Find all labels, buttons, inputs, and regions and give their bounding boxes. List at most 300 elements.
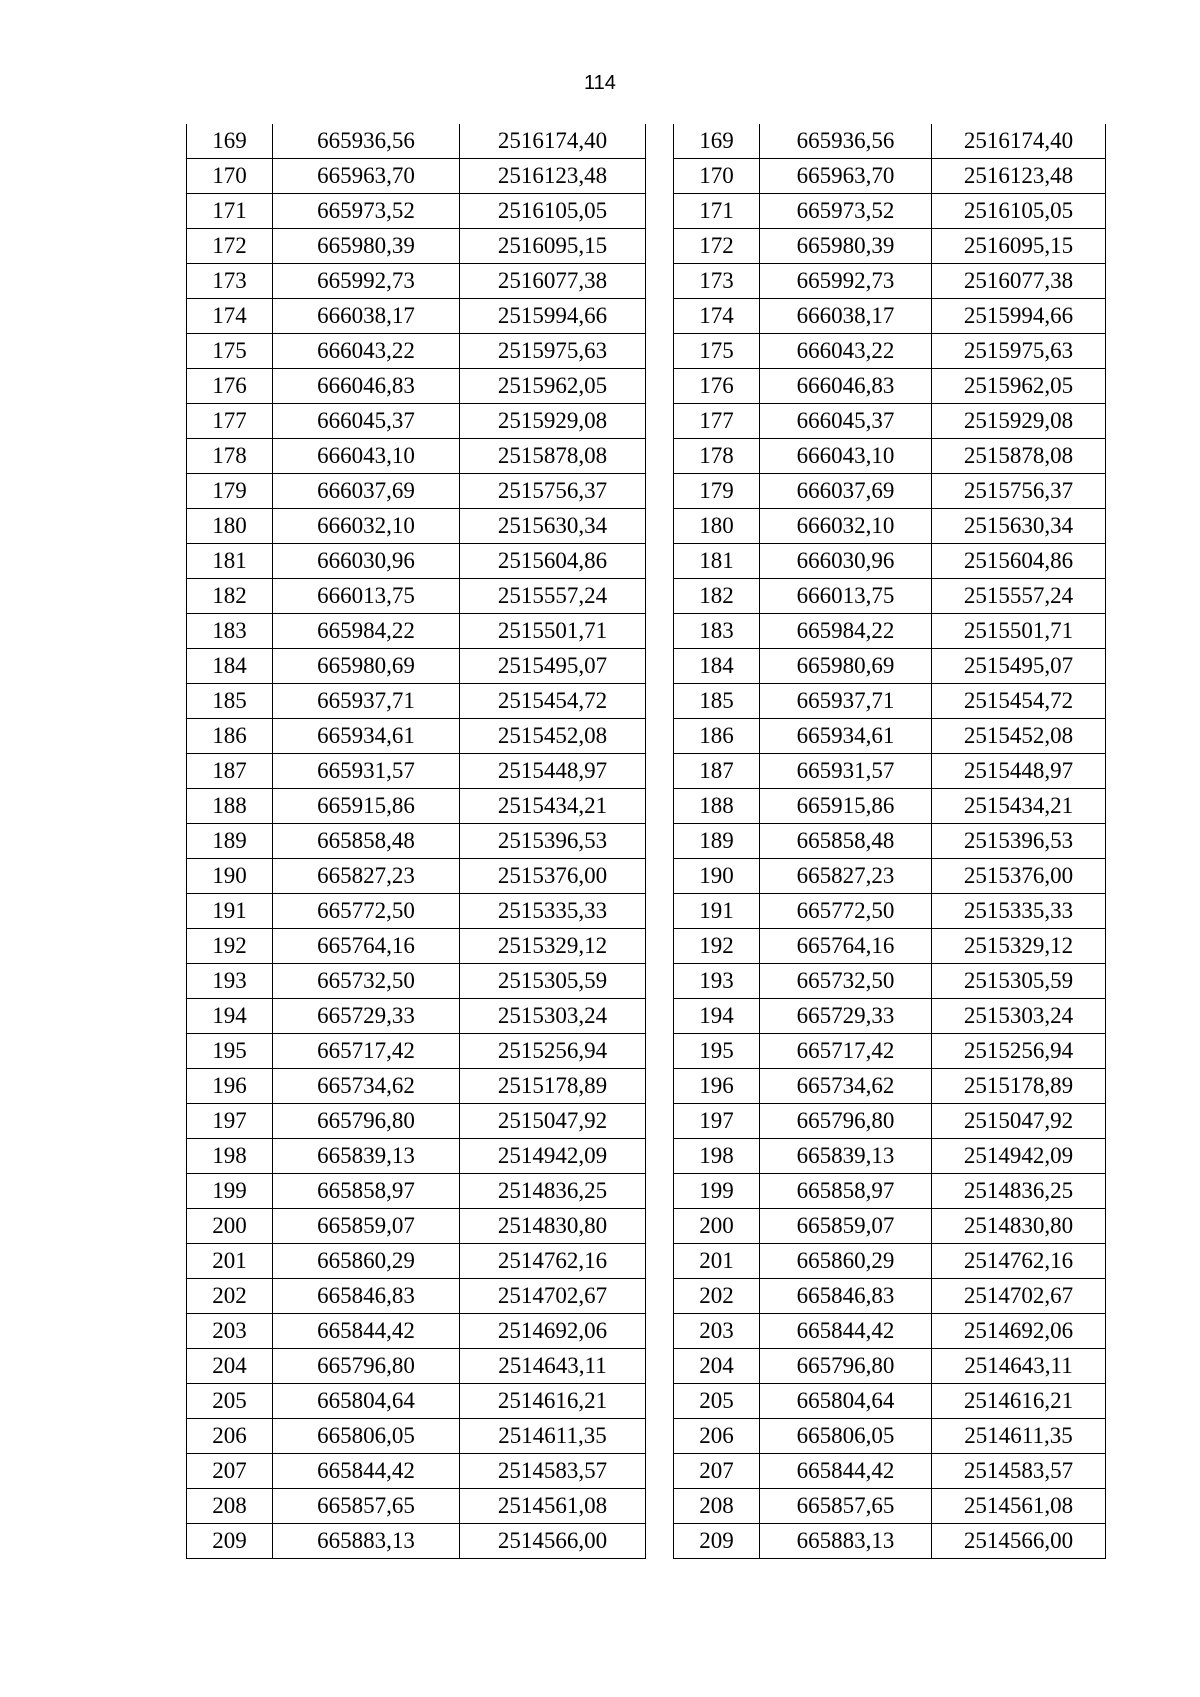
point-number-cell: 199 (187, 1174, 273, 1209)
table-row (187, 1139, 646, 1174)
y-coordinate-cell: 2515994,66 (460, 299, 646, 334)
point-number-cell: 188 (674, 789, 760, 824)
y-coordinate-cell: 2515962,05 (460, 369, 646, 404)
y-coordinate-cell: 2514702,67 (460, 1279, 646, 1314)
y-coordinate-cell: 2515448,97 (932, 754, 1106, 789)
y-coordinate-cell: 2514611,35 (460, 1419, 646, 1454)
page-number: 114 (584, 72, 616, 94)
point-number-cell: 170 (187, 159, 273, 194)
point-number-cell: 206 (187, 1419, 273, 1454)
y-coordinate-cell: 2515495,07 (460, 649, 646, 684)
y-coordinate-cell: 2514643,11 (932, 1349, 1106, 1384)
y-coordinate-cell: 2515396,53 (932, 824, 1106, 859)
table-row (674, 1314, 1106, 1349)
x-coordinate-cell: 666032,10 (273, 509, 460, 544)
y-coordinate-cell: 2515452,08 (932, 719, 1106, 754)
point-number-cell: 195 (674, 1034, 760, 1069)
point-number-cell: 182 (187, 579, 273, 614)
y-coordinate-cell: 2516095,15 (460, 229, 646, 264)
y-coordinate-cell: 2514566,00 (460, 1524, 646, 1559)
x-coordinate-cell: 665734,62 (760, 1069, 932, 1104)
table-row (674, 439, 1106, 474)
point-number-cell: 180 (674, 509, 760, 544)
table-row (674, 719, 1106, 754)
point-number-cell: 202 (674, 1279, 760, 1314)
x-coordinate-cell: 665839,13 (273, 1139, 460, 1174)
point-number-cell: 178 (674, 439, 760, 474)
table-row (187, 299, 646, 334)
point-number-cell: 185 (674, 684, 760, 719)
x-coordinate-cell: 665858,48 (760, 824, 932, 859)
x-coordinate-cell: 665844,42 (273, 1314, 460, 1349)
x-coordinate-cell: 665936,56 (273, 124, 460, 159)
table-row (674, 159, 1106, 194)
x-coordinate-cell: 666043,22 (760, 334, 932, 369)
table-row (187, 1034, 646, 1069)
point-number-cell: 171 (674, 194, 760, 229)
table-row (187, 1349, 646, 1384)
point-number-cell: 173 (674, 264, 760, 299)
coordinates-table-left (186, 124, 646, 1559)
point-number-cell: 204 (187, 1349, 273, 1384)
y-coordinate-cell: 2515454,72 (460, 684, 646, 719)
table-row (674, 964, 1106, 999)
y-coordinate-cell: 2516105,05 (932, 194, 1106, 229)
table-row (187, 509, 646, 544)
table-row (187, 1244, 646, 1279)
table-row (674, 614, 1106, 649)
y-coordinate-cell: 2515501,71 (932, 614, 1106, 649)
point-number-cell: 177 (187, 404, 273, 439)
x-coordinate-cell: 665806,05 (760, 1419, 932, 1454)
point-number-cell: 176 (674, 369, 760, 404)
y-coordinate-cell: 2514836,25 (460, 1174, 646, 1209)
y-coordinate-cell: 2515376,00 (460, 859, 646, 894)
point-number-cell: 189 (187, 824, 273, 859)
point-number-cell: 178 (187, 439, 273, 474)
x-coordinate-cell: 665984,22 (760, 614, 932, 649)
point-number-cell: 181 (187, 544, 273, 579)
x-coordinate-cell: 665857,65 (760, 1489, 932, 1524)
point-number-cell: 197 (187, 1104, 273, 1139)
table-row (674, 1104, 1106, 1139)
table-row (674, 1524, 1106, 1559)
table-row (674, 124, 1106, 159)
point-number-cell: 184 (674, 649, 760, 684)
x-coordinate-cell: 665734,62 (273, 1069, 460, 1104)
y-coordinate-cell: 2515256,94 (460, 1034, 646, 1069)
x-coordinate-cell: 665973,52 (273, 194, 460, 229)
point-number-cell: 183 (674, 614, 760, 649)
table-row (674, 1419, 1106, 1454)
y-coordinate-cell: 2516077,38 (460, 264, 646, 299)
table-row (187, 1174, 646, 1209)
x-coordinate-cell: 665796,80 (273, 1349, 460, 1384)
y-coordinate-cell: 2515434,21 (460, 789, 646, 824)
table-row (187, 404, 646, 439)
table-row (187, 789, 646, 824)
table-row (674, 1279, 1106, 1314)
y-coordinate-cell: 2515630,34 (460, 509, 646, 544)
point-number-cell: 205 (187, 1384, 273, 1419)
y-coordinate-cell: 2515878,08 (460, 439, 646, 474)
table-row (187, 334, 646, 369)
table-row (187, 579, 646, 614)
x-coordinate-cell: 665717,42 (273, 1034, 460, 1069)
point-number-cell: 189 (674, 824, 760, 859)
y-coordinate-cell: 2514583,57 (460, 1454, 646, 1489)
point-number-cell: 198 (187, 1139, 273, 1174)
x-coordinate-cell: 665915,86 (273, 789, 460, 824)
point-number-cell: 198 (674, 1139, 760, 1174)
x-coordinate-cell: 665992,73 (760, 264, 932, 299)
x-coordinate-cell: 666037,69 (273, 474, 460, 509)
y-coordinate-cell: 2516123,48 (932, 159, 1106, 194)
point-number-cell: 200 (674, 1209, 760, 1244)
y-coordinate-cell: 2515501,71 (460, 614, 646, 649)
y-coordinate-cell: 2515756,37 (932, 474, 1106, 509)
y-coordinate-cell: 2514942,09 (460, 1139, 646, 1174)
x-coordinate-cell: 665858,48 (273, 824, 460, 859)
x-coordinate-cell: 665859,07 (273, 1209, 460, 1244)
point-number-cell: 174 (187, 299, 273, 334)
point-number-cell: 196 (187, 1069, 273, 1104)
table-row (187, 159, 646, 194)
point-number-cell: 190 (187, 859, 273, 894)
table-row (674, 264, 1106, 299)
x-coordinate-cell: 665804,64 (273, 1384, 460, 1419)
point-number-cell: 174 (674, 299, 760, 334)
table-row (674, 1454, 1106, 1489)
x-coordinate-cell: 665772,50 (760, 894, 932, 929)
point-number-cell: 209 (187, 1524, 273, 1559)
table-row (187, 684, 646, 719)
y-coordinate-cell: 2514643,11 (460, 1349, 646, 1384)
point-number-cell: 173 (187, 264, 273, 299)
point-number-cell: 191 (674, 894, 760, 929)
y-coordinate-cell: 2515630,34 (932, 509, 1106, 544)
point-number-cell: 195 (187, 1034, 273, 1069)
point-number-cell: 194 (187, 999, 273, 1034)
table-row (187, 824, 646, 859)
x-coordinate-cell: 666046,83 (760, 369, 932, 404)
table-row (674, 824, 1106, 859)
coordinates-table-right (673, 124, 1106, 1559)
y-coordinate-cell: 2514830,80 (932, 1209, 1106, 1244)
table-row (674, 1384, 1106, 1419)
x-coordinate-cell: 665860,29 (273, 1244, 460, 1279)
point-number-cell: 208 (674, 1489, 760, 1524)
y-coordinate-cell: 2514561,08 (460, 1489, 646, 1524)
x-coordinate-cell: 666045,37 (273, 404, 460, 439)
point-number-cell: 188 (187, 789, 273, 824)
y-coordinate-cell: 2515975,63 (932, 334, 1106, 369)
y-coordinate-cell: 2514830,80 (460, 1209, 646, 1244)
point-number-cell: 187 (187, 754, 273, 789)
x-coordinate-cell: 665764,16 (760, 929, 932, 964)
y-coordinate-cell: 2514611,35 (932, 1419, 1106, 1454)
table-row (674, 299, 1106, 334)
table-row (187, 894, 646, 929)
table-row (674, 404, 1106, 439)
point-number-cell: 170 (674, 159, 760, 194)
x-coordinate-cell: 665846,83 (273, 1279, 460, 1314)
point-number-cell: 207 (187, 1454, 273, 1489)
y-coordinate-cell: 2514692,06 (460, 1314, 646, 1349)
y-coordinate-cell: 2515329,12 (932, 929, 1106, 964)
table-row (187, 544, 646, 579)
x-coordinate-cell: 665934,61 (273, 719, 460, 754)
x-coordinate-cell: 665764,16 (273, 929, 460, 964)
y-coordinate-cell: 2514566,00 (932, 1524, 1106, 1559)
point-number-cell: 201 (187, 1244, 273, 1279)
x-coordinate-cell: 665860,29 (760, 1244, 932, 1279)
x-coordinate-cell: 666043,22 (273, 334, 460, 369)
x-coordinate-cell: 665772,50 (273, 894, 460, 929)
table-row (674, 1349, 1106, 1384)
point-number-cell: 172 (187, 229, 273, 264)
point-number-cell: 183 (187, 614, 273, 649)
y-coordinate-cell: 2515396,53 (460, 824, 646, 859)
table-row (674, 1489, 1106, 1524)
point-number-cell: 202 (187, 1279, 273, 1314)
x-coordinate-cell: 665963,70 (273, 159, 460, 194)
table-row (674, 544, 1106, 579)
table-row (674, 649, 1106, 684)
y-coordinate-cell: 2514702,67 (932, 1279, 1106, 1314)
y-coordinate-cell: 2515303,24 (460, 999, 646, 1034)
x-coordinate-cell: 665859,07 (760, 1209, 932, 1244)
y-coordinate-cell: 2515604,86 (460, 544, 646, 579)
point-number-cell: 203 (187, 1314, 273, 1349)
table-row (187, 1524, 646, 1559)
x-coordinate-cell: 665980,69 (273, 649, 460, 684)
table-row (674, 999, 1106, 1034)
x-coordinate-cell: 666032,10 (760, 509, 932, 544)
x-coordinate-cell: 665915,86 (760, 789, 932, 824)
table-row (187, 1279, 646, 1314)
table-row (187, 264, 646, 299)
point-number-cell: 185 (187, 684, 273, 719)
x-coordinate-cell: 665931,57 (760, 754, 932, 789)
x-coordinate-cell: 665732,50 (273, 964, 460, 999)
x-coordinate-cell: 666046,83 (273, 369, 460, 404)
x-coordinate-cell: 665984,22 (273, 614, 460, 649)
x-coordinate-cell: 666037,69 (760, 474, 932, 509)
y-coordinate-cell: 2515495,07 (932, 649, 1106, 684)
table-row (187, 719, 646, 754)
table-row (674, 579, 1106, 614)
x-coordinate-cell: 665732,50 (760, 964, 932, 999)
y-coordinate-cell: 2514762,16 (460, 1244, 646, 1279)
point-number-cell: 208 (187, 1489, 273, 1524)
y-coordinate-cell: 2515557,24 (932, 579, 1106, 614)
table-row (187, 1454, 646, 1489)
x-coordinate-cell: 665973,52 (760, 194, 932, 229)
table-row (674, 754, 1106, 789)
table-row (674, 229, 1106, 264)
x-coordinate-cell: 665844,42 (760, 1314, 932, 1349)
x-coordinate-cell: 666038,17 (273, 299, 460, 334)
point-number-cell: 194 (674, 999, 760, 1034)
x-coordinate-cell: 665858,97 (760, 1174, 932, 1209)
point-number-cell: 209 (674, 1524, 760, 1559)
table-row (187, 124, 646, 159)
y-coordinate-cell: 2515962,05 (932, 369, 1106, 404)
x-coordinate-cell: 665858,97 (273, 1174, 460, 1209)
y-coordinate-cell: 2515434,21 (932, 789, 1106, 824)
y-coordinate-cell: 2516174,40 (932, 124, 1106, 159)
y-coordinate-cell: 2515452,08 (460, 719, 646, 754)
y-coordinate-cell: 2516123,48 (460, 159, 646, 194)
point-number-cell: 177 (674, 404, 760, 439)
point-number-cell: 205 (674, 1384, 760, 1419)
table-row (187, 859, 646, 894)
x-coordinate-cell: 665963,70 (760, 159, 932, 194)
table-row (187, 1209, 646, 1244)
point-number-cell: 186 (674, 719, 760, 754)
point-number-cell: 197 (674, 1104, 760, 1139)
y-coordinate-cell: 2516095,15 (932, 229, 1106, 264)
y-coordinate-cell: 2515335,33 (460, 894, 646, 929)
point-number-cell: 169 (674, 124, 760, 159)
y-coordinate-cell: 2515929,08 (460, 404, 646, 439)
x-coordinate-cell: 666013,75 (273, 579, 460, 614)
point-number-cell: 172 (674, 229, 760, 264)
y-coordinate-cell: 2514561,08 (932, 1489, 1106, 1524)
x-coordinate-cell: 665844,42 (760, 1454, 932, 1489)
table-row (187, 1384, 646, 1419)
x-coordinate-cell: 666030,96 (273, 544, 460, 579)
x-coordinate-cell: 666030,96 (760, 544, 932, 579)
point-number-cell: 207 (674, 1454, 760, 1489)
table-row (187, 964, 646, 999)
x-coordinate-cell: 665980,39 (273, 229, 460, 264)
table-row (674, 334, 1106, 369)
table-row (187, 1489, 646, 1524)
y-coordinate-cell: 2515376,00 (932, 859, 1106, 894)
point-number-cell: 190 (674, 859, 760, 894)
y-coordinate-cell: 2515305,59 (932, 964, 1106, 999)
x-coordinate-cell: 666043,10 (273, 439, 460, 474)
y-coordinate-cell: 2514836,25 (932, 1174, 1106, 1209)
point-number-cell: 169 (187, 124, 273, 159)
point-number-cell: 191 (187, 894, 273, 929)
x-coordinate-cell: 665857,65 (273, 1489, 460, 1524)
y-coordinate-cell: 2515178,89 (932, 1069, 1106, 1104)
y-coordinate-cell: 2515929,08 (932, 404, 1106, 439)
y-coordinate-cell: 2515994,66 (932, 299, 1106, 334)
table-row (674, 684, 1106, 719)
table-row (187, 1069, 646, 1104)
y-coordinate-cell: 2515256,94 (932, 1034, 1106, 1069)
table-row (187, 754, 646, 789)
y-coordinate-cell: 2514942,09 (932, 1139, 1106, 1174)
x-coordinate-cell: 665827,23 (273, 859, 460, 894)
x-coordinate-cell: 666043,10 (760, 439, 932, 474)
y-coordinate-cell: 2515329,12 (460, 929, 646, 964)
table-row (187, 369, 646, 404)
point-number-cell: 204 (674, 1349, 760, 1384)
x-coordinate-cell: 665980,69 (760, 649, 932, 684)
y-coordinate-cell: 2516077,38 (932, 264, 1106, 299)
y-coordinate-cell: 2515448,97 (460, 754, 646, 789)
table-row (674, 1244, 1106, 1279)
x-coordinate-cell: 665937,71 (273, 684, 460, 719)
y-coordinate-cell: 2515047,92 (460, 1104, 646, 1139)
x-coordinate-cell: 665992,73 (273, 264, 460, 299)
y-coordinate-cell: 2515604,86 (932, 544, 1106, 579)
y-coordinate-cell: 2515305,59 (460, 964, 646, 999)
y-coordinate-cell: 2514762,16 (932, 1244, 1106, 1279)
x-coordinate-cell: 665729,33 (273, 999, 460, 1034)
x-coordinate-cell: 665931,57 (273, 754, 460, 789)
x-coordinate-cell: 665796,80 (273, 1104, 460, 1139)
x-coordinate-cell: 665729,33 (760, 999, 932, 1034)
y-coordinate-cell: 2516105,05 (460, 194, 646, 229)
x-coordinate-cell: 665980,39 (760, 229, 932, 264)
y-coordinate-cell: 2515303,24 (932, 999, 1106, 1034)
table-row (674, 509, 1106, 544)
point-number-cell: 192 (674, 929, 760, 964)
point-number-cell: 179 (187, 474, 273, 509)
table-row (674, 1069, 1106, 1104)
x-coordinate-cell: 665827,23 (760, 859, 932, 894)
y-coordinate-cell: 2515756,37 (460, 474, 646, 509)
x-coordinate-cell: 665936,56 (760, 124, 932, 159)
x-coordinate-cell: 665934,61 (760, 719, 932, 754)
x-coordinate-cell: 666045,37 (760, 404, 932, 439)
table-row (187, 439, 646, 474)
y-coordinate-cell: 2515178,89 (460, 1069, 646, 1104)
table-row (187, 229, 646, 264)
point-number-cell: 186 (187, 719, 273, 754)
x-coordinate-cell: 665806,05 (273, 1419, 460, 1454)
point-number-cell: 203 (674, 1314, 760, 1349)
table-row (674, 474, 1106, 509)
x-coordinate-cell: 665796,80 (760, 1104, 932, 1139)
point-number-cell: 201 (674, 1244, 760, 1279)
table-row (674, 194, 1106, 229)
y-coordinate-cell: 2514583,57 (932, 1454, 1106, 1489)
table-row (674, 789, 1106, 824)
point-number-cell: 176 (187, 369, 273, 404)
point-number-cell: 199 (674, 1174, 760, 1209)
table-row (674, 894, 1106, 929)
y-coordinate-cell: 2515047,92 (932, 1104, 1106, 1139)
x-coordinate-cell: 665804,64 (760, 1384, 932, 1419)
point-number-cell: 175 (674, 334, 760, 369)
table-row (187, 474, 646, 509)
table-row (187, 1104, 646, 1139)
x-coordinate-cell: 665883,13 (760, 1524, 932, 1559)
point-number-cell: 184 (187, 649, 273, 684)
x-coordinate-cell: 665937,71 (760, 684, 932, 719)
point-number-cell: 175 (187, 334, 273, 369)
x-coordinate-cell: 665717,42 (760, 1034, 932, 1069)
table-row (187, 929, 646, 964)
x-coordinate-cell: 665883,13 (273, 1524, 460, 1559)
x-coordinate-cell: 666038,17 (760, 299, 932, 334)
y-coordinate-cell: 2515454,72 (932, 684, 1106, 719)
y-coordinate-cell: 2515975,63 (460, 334, 646, 369)
table-row (674, 1174, 1106, 1209)
y-coordinate-cell: 2515878,08 (932, 439, 1106, 474)
table-row (674, 369, 1106, 404)
point-number-cell: 200 (187, 1209, 273, 1244)
x-coordinate-cell: 665839,13 (760, 1139, 932, 1174)
table-row (674, 929, 1106, 964)
